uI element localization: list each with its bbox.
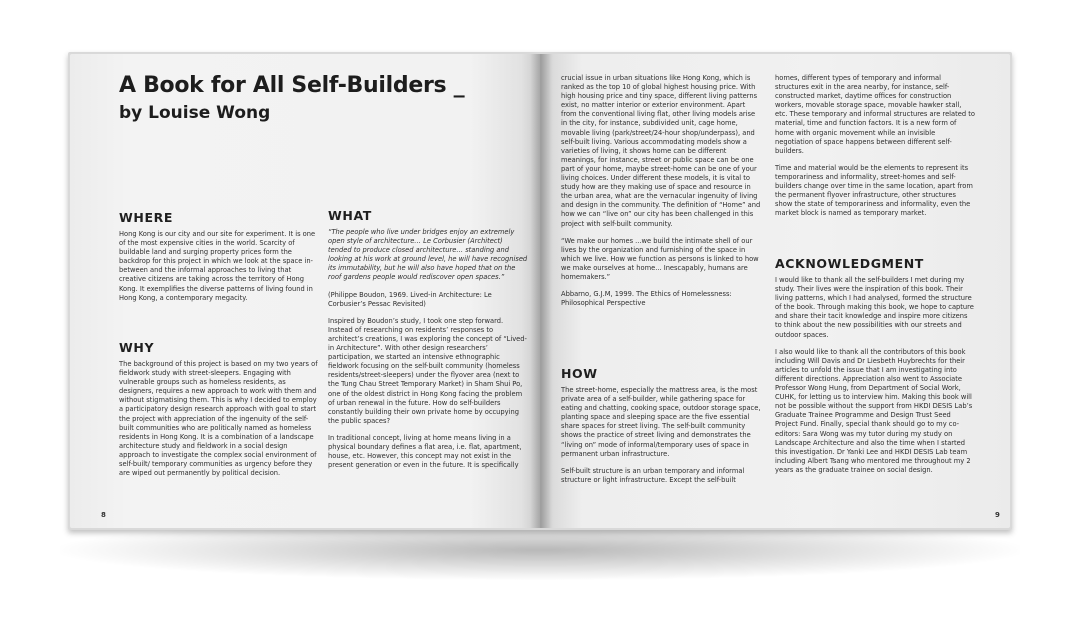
book-spine <box>530 54 552 528</box>
book-title: A Book for All Self-Builders _ <box>119 73 465 98</box>
what-section <box>328 208 528 478</box>
why-text: The background of this project is based on my two years of fieldwork study with street-sleepers. Engaging with vulnerable groups such as homeless residents, as designers, requires a new approach to work with them and without stigmatising them. This is why I decided to employ a participatory design research approach with goal to start the project with appreciation of the ingenuity of the self-built communities who are politically named as homeless residents in Hong Kong. It is a combination of a landscape architecture study and fieldwork in a social design approach to investigate the complex social environment of self-built/ temporary communities as urgency before they are wiped out permanently by political decision. <box>119 360 318 478</box>
acknowledgment-section <box>775 256 975 483</box>
why-heading: WHY <box>119 340 155 355</box>
what-heading: WHAT <box>328 208 372 223</box>
where-section <box>119 210 319 311</box>
how-text-1: The street-home, especially the mattress area, is the most private area of a self-builder, while gathering space for eating and chatting, cooking space, outdoor storage space, planting space and sleeping space are the five essential share spaces for street living. The self-built community shows the practice of street living and demonstrates the “living on” mode of informal/temporary uses of space in permanent urban infrastructure. <box>561 386 761 458</box>
where-text: Hong Kong is our city and our site for experiment. It is one of the most expensive cities in the world. Scarcity of buildable land and surging property prices form the backdrop for this project in which we look at the space in-between and the informal approaches to living that creative citizens are taking across the territory of Hong Kong. It exemplifies the diverse patterns of living found in Hong Kong, a contemporary megacity. <box>119 230 316 302</box>
right-page <box>540 54 1010 528</box>
book-subtitle: by Louise Wong <box>119 103 271 123</box>
where-heading: WHERE <box>119 210 173 225</box>
page-number-left: 8 <box>101 511 106 519</box>
homemakers-quote: “We make our homes ...we build the intimate shell of our lives by the organization and furnishing of the space in which we live. How we function as persons is linked to how we make ourselves at home... Inescapably, humans are homemakers.” <box>561 236 759 281</box>
right-column-2 <box>775 74 975 226</box>
what-text-1: Inspired by Boudon’s study, I took one step forward. Instead of researching on residents’ responses to architect’s creations, I was exploring the concept of “Lived-in Architecture”. With other design researchers’ participation, we started an intensive ethnographic fieldwork focusing on the self-built community (homeless residents/street-sleepers) under the flyover area (next to the Tung Chau Street Temporary Market) in Sham Shui Po, one of the oldest district in Hong Kong facing the problem of urban renewal in the future. How do self-builders constantly building their own private home by occupying the public spaces? <box>328 316 527 425</box>
what-citation: (Philippe Boudon, 1969. Lived-in Architecture: Le Corbusier’s Pessac Revisited) <box>328 290 492 308</box>
acknowledgment-text-2: I also would like to thank all the contributors of this book including Will Davis and Dr Liesbeth Huybrechts for their articles to unfold the issue that I am investigating into different directions. Appreciation also went to Associate Professor Wong Hung, from Department of Social Work, CUHK, for letting us to interview him. Making this book will not be possible without the support from HKDI DESIS Lab’s Graduate Trainee Programme and Design Trust Seed Project Fund. Finally, special thank should go to my co-editors: Sara Wong was my tutor during my study on Landscape Architecture and also the time when I started this investigation. Dr Yanki Lee and HKDI DESIS Lab team including Albert Tsang who mentored me throughout my 2 years as the graduate trainee on social design. <box>775 347 973 474</box>
how-heading: HOW <box>561 366 598 381</box>
what-text-2: In traditional concept, living at home means living in a physical boundary defines a flat area, i.e. flat, apartment, house, etc. However, this concept may not exist in the present generation or even in the future. It is specifically <box>328 433 522 470</box>
why-section <box>119 340 319 486</box>
continued-text: crucial issue in urban situations like Hong Kong, which is ranked as the top 10 of global highest housing price. With high housing price and tiny space, different living patterns exist, no matter interior or exterior environment. Apart from the conventional living flat, other living models arise in the city, for instance, subdivided unit, cage home, movable living (park/street/24-hour shop/underpass), and self-built living. Various accommodating models show a varieties of living, it shows home can be different meanings, for instance, street or public space can be one part of your home, maybe street-home can be one of your living choices. Under different these models, it is vital to study how are they making use of space and resource in the urban area, what are the vernacular ingenuity of living and design in the community. The definition of “Home” and how we can “live on” our city has been challenged in this project with self-built community. <box>561 74 761 228</box>
page-number-right: 9 <box>995 511 1000 519</box>
acknowledgment-text-1: I would like to thank all the self-builders I met during my study. Their lives were the inspiration of this book. Their living patterns, which I had analysed, formed the structure of the book. Through making this book, we hope to capture and share their tacit knowledge and inspire more citizens to think about the new possibilities with our streets and outdoor spaces. <box>775 276 974 339</box>
acknowledgment-heading: ACKNOWLEDGMENT <box>775 256 924 271</box>
homemakers-citation: Abbarno, G.J.M, 1999. The Ethics of Homelessness: Philosophical Perspective <box>561 290 732 308</box>
what-quote: “The people who live under bridges enjoy an extremely open style of architecture… Le Corbusier (Architect) tended to produce closed architecture… standing and looking at his work at ground level, he will have recognised its immutability, but he will also have hoped that on the roof gardens people would rediscover open spaces.” <box>328 228 528 282</box>
structures-text: homes, different types of temporary and informal structures exit in the area nearby, for instance, self-constructed market, daytime offices for construction workers, movable storage space, movable hawker stall, etc. These temporary and informal structures are related to material, time and function factors. It is a new form of home with organic movement while an invisible negotiation of space happens between different self-builders. <box>775 74 975 155</box>
time-material-text: Time and material would be the elements to represent its temporariness and informality, street-homes and self-builders change over time in the same location, apart from the permanent flyover infrastructure, other structures show the state of temporariness and informality, even the market block is named as temporary market. <box>775 163 973 218</box>
how-section <box>561 366 761 493</box>
how-text-2: Self-built structure is an urban temporary and informal structure or light infrastructure. Except the self-built <box>561 466 745 484</box>
left-page <box>70 54 540 528</box>
right-column-1 <box>561 74 761 316</box>
